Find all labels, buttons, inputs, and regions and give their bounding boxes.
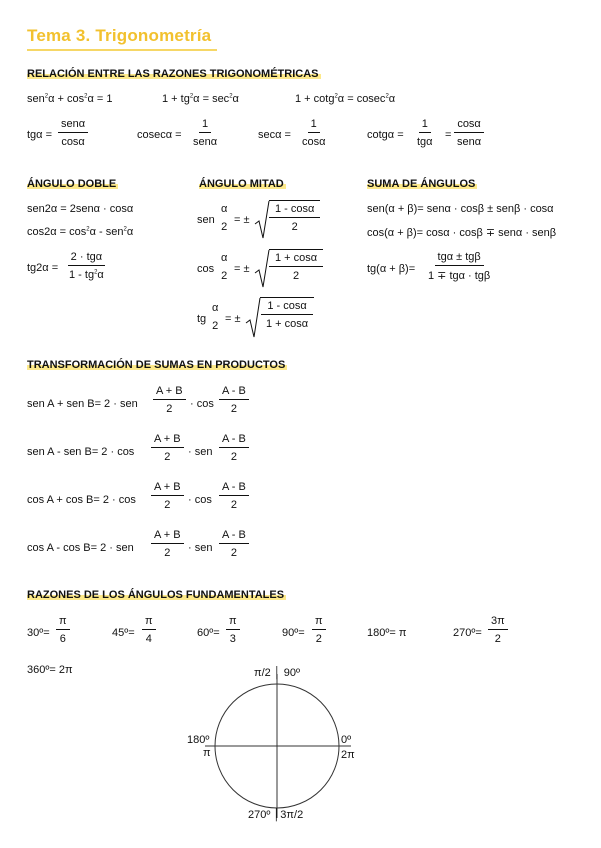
angle-30-frac: $\frac{\pi}{6}$ xyxy=(56,615,70,645)
half-cosine-pm: = ± xyxy=(234,263,250,275)
double-angle-cosine: $\cos 2\alpha = \cos^2\alpha - sen^2\alpha$ xyxy=(27,226,134,238)
radical-sign xyxy=(254,200,270,240)
sum-to-product-4-frac2: $\frac{A - B}{2}$ xyxy=(219,529,249,559)
half-sine-pm: = ± xyxy=(234,214,250,226)
section-relacion-heading: RELACIÓN ENTRE LAS RAZONES TRIGONOMÉTRICAS xyxy=(27,68,319,80)
sum-to-product-2-mid: · sen xyxy=(188,446,213,458)
sum-to-product-3-mid: · cos xyxy=(188,494,212,506)
angle-90-lhs: 90º= xyxy=(282,627,305,639)
half-sine-label: sen xyxy=(197,214,215,226)
sum-to-product-2-frac2: $\frac{A - B}{2}$ xyxy=(219,433,249,463)
half-sine-angle: α 2 xyxy=(221,203,228,233)
circle-label-top: π/2 │ 90º xyxy=(254,667,301,679)
cosec-definition-lhs: cosecα = xyxy=(137,129,182,141)
half-tangent-label: tg xyxy=(197,313,207,325)
angle-90-frac: $\frac{\pi}{2}$ xyxy=(312,615,326,645)
identity-cotangent-cosecant: 1 + cotg$^2$α = cosec$^2$α xyxy=(295,93,396,105)
half-tangent-pm: = ± xyxy=(225,313,241,325)
radical-sign xyxy=(245,297,261,339)
sum-cosine: cos(α + β)= cosα · cosβ ∓ senα · senβ xyxy=(367,227,557,239)
angle-180: 180º= π xyxy=(367,627,407,639)
angle-45-lhs: 45º= xyxy=(112,627,135,639)
section-suma-heading: SUMA DE ÁNGULOS xyxy=(367,178,476,190)
angle-30-lhs: 30º= xyxy=(27,627,50,639)
cotg-definition-lhs: cotgα = xyxy=(367,129,404,141)
section-mitad-heading: ÁNGULO MITAD xyxy=(199,178,284,190)
sec-definition-lhs: secα = xyxy=(258,129,291,141)
double-angle-tangent-lhs: tg2α = xyxy=(27,262,59,274)
circle-label-right-deg: 0º xyxy=(341,734,352,746)
tg-definition-fraction: senα cosα xyxy=(58,118,88,148)
sum-to-product-4-mid: · sen xyxy=(188,542,213,554)
unit-circle xyxy=(215,684,339,808)
title-underline xyxy=(27,49,217,51)
half-cosine-label: cos xyxy=(197,263,215,275)
cotg-equals: = xyxy=(445,129,452,141)
angle-60-lhs: 60º= xyxy=(197,627,220,639)
page-title: Tema 3. Trigonometría xyxy=(27,26,212,45)
angle-60-frac: $\frac{\pi}{3}$ xyxy=(226,615,240,645)
identity-tangent-secant: $1 + tg^2\alpha = \sec^2\alpha$ xyxy=(162,93,239,105)
section-transf-heading: TRANSFORMACIÓN DE SUMAS EN PRODUCTOS xyxy=(27,359,286,371)
sum-to-product-4-frac1: $\frac{A + B}{2}$ xyxy=(151,529,184,559)
angle-270-lhs: 270º= xyxy=(453,627,482,639)
angle-45-frac: $\frac{\pi}{4}$ xyxy=(142,615,156,645)
sum-to-product-1-frac1: $\frac{A + B}{2}$ xyxy=(153,385,186,415)
double-angle-tangent-fraction: 2 · tgα $1 - tg^2\alpha$ xyxy=(69,251,104,281)
half-tangent-angle: α 2 xyxy=(212,302,219,332)
cotg-definition-fraction2: cosα senα xyxy=(454,118,484,148)
sum-to-product-4-lhs: cos A - cos B= 2 · sen xyxy=(27,542,134,554)
double-angle-sine: sen2α = 2senα · cosα xyxy=(27,203,134,215)
cosec-definition-fraction: 1 senα xyxy=(193,118,218,148)
identity-pythagorean: $sen^2\alpha + \cos^2\alpha = 1$ xyxy=(27,93,113,105)
sec-definition-fraction: $\frac{1}{\cos\alpha}$ xyxy=(302,118,326,148)
sum-to-product-3-lhs: cos A + cos B= 2 · cos xyxy=(27,494,136,506)
sum-to-product-1-frac2: $\frac{A - B}{2}$ xyxy=(219,385,249,415)
sum-to-product-3-frac2: $\frac{A - B}{2}$ xyxy=(219,481,249,511)
radical-sign xyxy=(254,249,270,289)
section-doble-heading: ÁNGULO DOBLE xyxy=(27,178,117,190)
circle-label-bottom: 270º │3π/2 xyxy=(248,809,304,821)
half-cosine-angle: α 2 xyxy=(221,252,228,282)
circle-label-right-rad: 2π xyxy=(341,749,355,761)
sum-sine: sen(α + β)= senα · cosβ ± senβ · cosα xyxy=(367,203,554,215)
circle-label-left-rad: π xyxy=(203,747,211,759)
tg-definition-lhs: tgα = xyxy=(27,129,53,141)
angle-360: 360º= 2π xyxy=(27,664,73,676)
sum-to-product-1-mid: · cos xyxy=(190,398,214,410)
circle-label-left-deg: 180º xyxy=(187,734,210,746)
cotg-definition-fraction1: 1 tgα xyxy=(417,118,433,148)
sum-to-product-1-lhs: sen A + sen B= 2 · sen xyxy=(27,398,138,410)
sum-to-product-2-lhs: sen A - sen B= 2 · cos xyxy=(27,446,135,458)
sum-tangent-fraction: tgα ± tgβ 1 ∓ tgα · tgβ xyxy=(428,251,491,282)
sum-to-product-3-frac1: $\frac{A + B}{2}$ xyxy=(151,481,184,511)
sum-tangent-lhs: tg(α + β)= xyxy=(367,263,416,275)
section-fund-heading: RAZONES DE LOS ÁNGULOS FUNDAMENTALES xyxy=(27,589,285,601)
angle-270-frac: $\frac{3\pi}{2}$ xyxy=(488,615,508,645)
sum-to-product-2-frac1: $\frac{A + B}{2}$ xyxy=(151,433,184,463)
